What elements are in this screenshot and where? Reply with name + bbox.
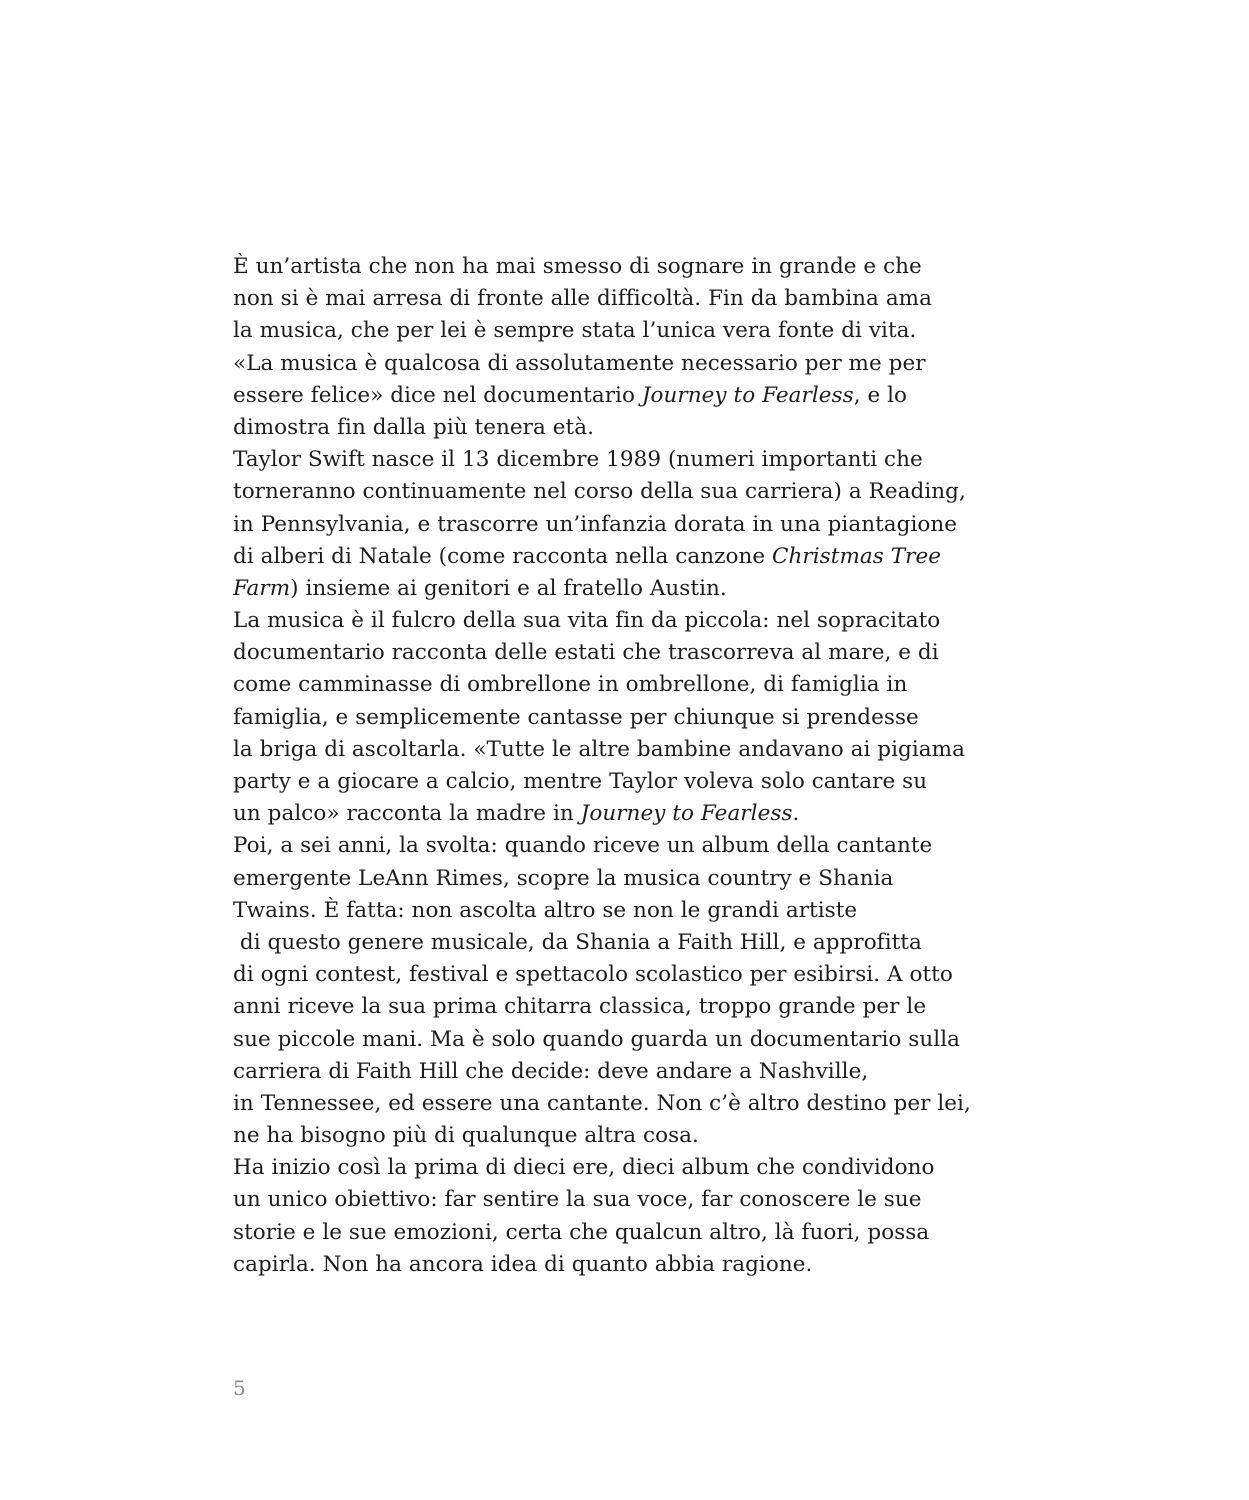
text-segment: carriera di Faith Hill che decide: deve andare a Nashville, xyxy=(233,1058,869,1084)
text-segment: non si è mai arresa di fronte alle difficoltà. Fin da bambina ama xyxy=(233,286,932,312)
text-line xyxy=(233,1056,1033,1088)
text-segment: dimostra fin dalla più tenera età. xyxy=(233,414,594,440)
text-segment: Taylor Swift nasce il 13 dicembre 1989 (numeri importanti che xyxy=(233,447,923,473)
text-line xyxy=(233,1217,1033,1249)
italic-title: Farm xyxy=(233,575,291,601)
text-segment: . xyxy=(792,801,800,827)
text-segment: di alberi di Natale (come racconta nella canzone xyxy=(233,543,773,569)
text-segment: documentario racconta delle estati che trascorreva al mare, e di xyxy=(233,640,939,666)
text-line xyxy=(233,283,1033,315)
text-segment: Ha inizio così la prima di dieci ere, dieci album che condividono xyxy=(233,1155,935,1181)
text-line xyxy=(233,444,1033,476)
text-segment: un palco» racconta la madre in xyxy=(233,801,581,827)
text-segment: di ogni contest, festival e spettacolo scolastico per esibirsi. A otto xyxy=(233,962,953,988)
text-line xyxy=(233,476,1033,508)
text-line xyxy=(233,1088,1033,1120)
text-line xyxy=(233,541,1033,573)
text-segment: in Pennsylvania, e trascorre un’infanzia dorata in una piantagione xyxy=(233,511,958,537)
italic-title: Journey to Fearless xyxy=(580,801,793,827)
text-segment: capirla. Non ha ancora idea di quanto abbia ragione. xyxy=(233,1251,813,1277)
text-line xyxy=(233,863,1033,895)
text-line xyxy=(233,605,1033,637)
text-line xyxy=(233,927,1033,959)
text-segment: party e a giocare a calcio, mentre Taylor voleva solo cantare su xyxy=(233,769,928,794)
text-line xyxy=(233,669,1033,701)
text-segment: È un’artista che non ha mai smesso di sognare in grande e che xyxy=(233,254,922,279)
text-line xyxy=(233,573,1033,605)
text-segment: la musica, che per lei è sempre stata l’unica vera fonte di vita. xyxy=(233,318,917,344)
text-line xyxy=(233,798,1033,830)
text-line xyxy=(233,1152,1033,1184)
text-line xyxy=(233,348,1033,380)
italic-title: Journey to Fearless xyxy=(641,382,854,408)
text-line xyxy=(233,1024,1033,1056)
text-line xyxy=(233,830,1033,862)
text-line xyxy=(233,895,1033,927)
text-segment: «La musica è qualcosa di assolutamente necessario per me per xyxy=(233,350,926,376)
text-line xyxy=(233,1249,1033,1281)
text-segment: , e lo xyxy=(853,382,908,408)
text-line xyxy=(233,702,1033,734)
text-line xyxy=(233,1184,1033,1216)
text-segment: emergente LeAnn Rimes, scopre la musica country e Shania xyxy=(233,865,894,891)
text-line xyxy=(233,766,1033,798)
text-line xyxy=(233,251,1033,283)
text-line xyxy=(233,315,1033,347)
text-segment: come camminasse di ombrellone in ombrellone, di famiglia in xyxy=(233,672,908,698)
text-line xyxy=(233,412,1033,444)
text-segment: la briga di ascoltarla. «Tutte le altre bambine andavano ai pigiama xyxy=(233,736,965,762)
text-segment: La musica è il fulcro della sua vita fin da piccola: nel sopracitato xyxy=(233,608,941,634)
text-segment: Twains. È fatta: non ascolta altro se non le grandi artiste xyxy=(233,897,858,923)
text-segment: un unico obiettivo: far sentire la sua voce, far conoscere le sue xyxy=(233,1187,922,1213)
text-line xyxy=(233,637,1033,669)
text-segment: sue piccole mani. Ma è solo quando guarda un documentario sulla xyxy=(233,1026,961,1052)
text-line xyxy=(233,380,1033,412)
text-line xyxy=(233,959,1033,991)
text-segment: torneranno continuamente nel corso della sua carriera) a Reading, xyxy=(233,479,966,505)
text-segment: storie e le sue emozioni, certa che qualcun altro, là fuori, possa xyxy=(233,1219,930,1245)
text-segment: ) insieme ai genitori e al fratello Austin. xyxy=(290,575,727,601)
text-segment: in Tennessee, ed essere una cantante. Non c’è altro destino per lei, xyxy=(233,1090,971,1116)
text-segment: ne ha bisogno più di qualunque altra cosa. xyxy=(233,1123,699,1149)
text-line xyxy=(233,1120,1033,1152)
text-segment: di questo genere musicale, da Shania a Faith Hill, e approfitta xyxy=(233,929,922,955)
body-text xyxy=(233,251,1033,1281)
text-segment: Poi, a sei anni, la svolta: quando riceve un album della cantante xyxy=(233,833,933,859)
text-segment: anni riceve la sua prima chitarra classica, troppo grande per le xyxy=(233,994,927,1020)
italic-title: Christmas Tree xyxy=(772,543,941,569)
text-line xyxy=(233,734,1033,766)
text-line xyxy=(233,509,1033,541)
page-number: 5 xyxy=(233,1376,246,1400)
text-segment: famiglia, e semplicemente cantasse per chiunque si prendesse xyxy=(233,704,919,730)
text-line xyxy=(233,991,1033,1023)
text-segment: essere felice» dice nel documentario xyxy=(233,382,642,408)
